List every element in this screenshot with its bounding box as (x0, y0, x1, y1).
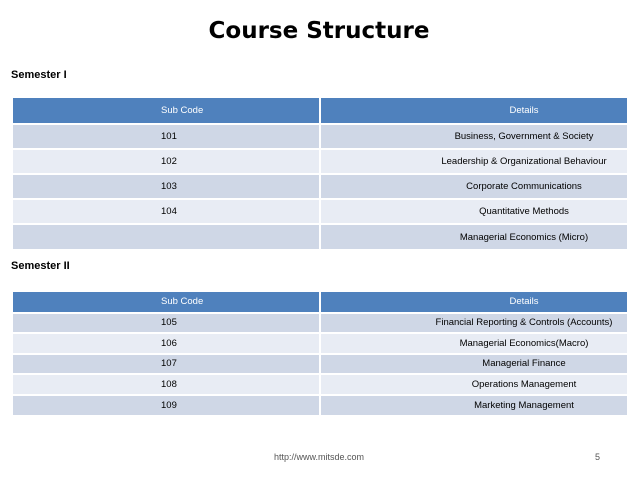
sub-code-cell: 107 (13, 354, 320, 375)
sub-code-cell: 105 (13, 313, 320, 334)
sub-code-cell: 101 (13, 124, 320, 149)
page-number: 5 (595, 452, 601, 462)
details-cell: Managerial Finance (320, 354, 627, 375)
table-row (13, 174, 627, 199)
sub-code-cell: 102 (13, 149, 320, 174)
sub-code-cell: 109 (13, 395, 320, 416)
footer-url[interactable]: http://www.mitsde.com (273, 452, 365, 462)
sub-code-cell (13, 224, 320, 249)
table-row (13, 199, 627, 224)
sub-code-cell: 106 (13, 333, 320, 354)
details-cell: Operations Management (320, 374, 627, 395)
sub-code-cell: 103 (13, 174, 320, 199)
semester-2-table (13, 292, 627, 415)
sub-code-cell: 108 (13, 374, 320, 395)
header-sub-code: Sub Code (13, 98, 320, 124)
details-cell: Quantitative Methods (320, 199, 627, 224)
semester-1-label: Semester I (11, 69, 67, 81)
semester-2-label: Semester II (11, 260, 70, 272)
table-header-row (13, 98, 627, 124)
details-cell: Managerial Economics(Macro) (320, 333, 627, 354)
table-row (13, 149, 627, 174)
sub-code-cell: 104 (13, 199, 320, 224)
table-row (13, 313, 627, 334)
table-header-row (13, 292, 627, 313)
table-row (13, 333, 627, 354)
table-row (13, 354, 627, 375)
table-row (13, 224, 627, 249)
details-cell: Leadership & Organizational Behaviour (320, 149, 627, 174)
header-sub-code: Sub Code (13, 292, 320, 313)
semester-1-table (13, 98, 627, 249)
details-cell: Business, Government & Society (320, 124, 627, 149)
header-details: Details (320, 98, 627, 124)
details-cell: Financial Reporting & Controls (Accounts) (320, 313, 627, 334)
table-row (13, 124, 627, 149)
details-cell: Managerial Economics (Micro) (320, 224, 627, 249)
details-cell: Marketing Management (320, 395, 627, 416)
table-row (13, 374, 627, 395)
details-cell: Corporate Communications (320, 174, 627, 199)
page-title: Course Structure (208, 18, 430, 44)
table-row (13, 395, 627, 416)
header-details: Details (320, 292, 627, 313)
